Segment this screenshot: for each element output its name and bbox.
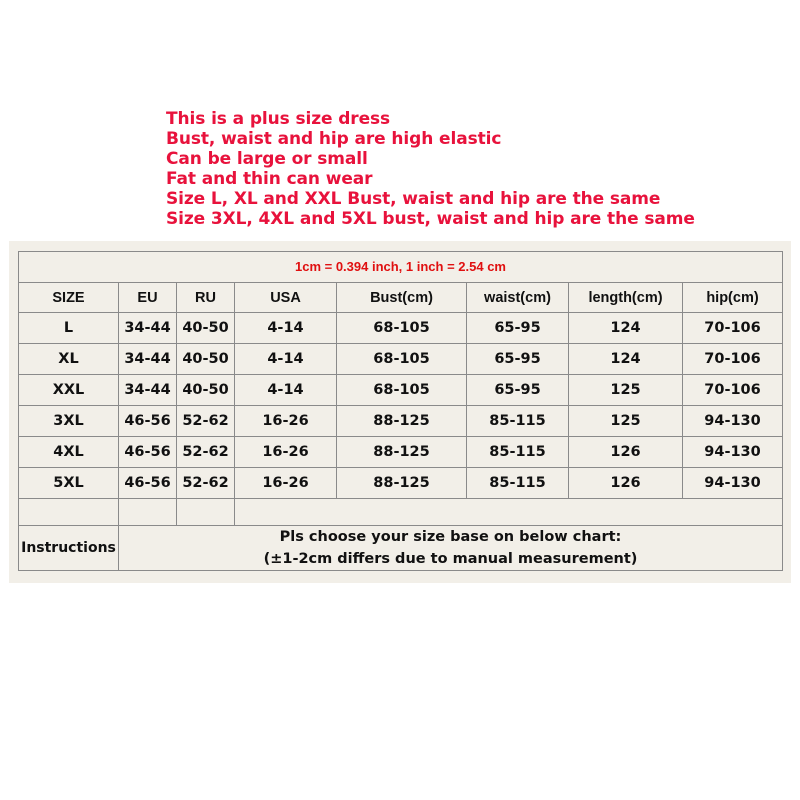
table-cell: 94-130 xyxy=(683,406,783,437)
table-cell: 124 xyxy=(569,344,683,375)
size-label-cell: 5XL xyxy=(19,468,119,499)
blank-cell xyxy=(177,499,235,526)
table-cell: 94-130 xyxy=(683,468,783,499)
header-cell-length: length(cm) xyxy=(569,283,683,313)
table-cell: 88-125 xyxy=(337,437,467,468)
table-cell: 16-26 xyxy=(235,468,337,499)
conversion-cell xyxy=(19,252,783,283)
conversion-text: 1cm = 0.394 inch, 1 inch = 2.54 cm xyxy=(294,259,506,274)
note-line: Bust, waist and hip are high elastic xyxy=(166,129,502,149)
table-cell: 94-130 xyxy=(683,437,783,468)
table-cell: 70-106 xyxy=(683,344,783,375)
table-cell: 4-14 xyxy=(235,313,337,344)
header-row xyxy=(19,283,783,313)
table-cell: 124 xyxy=(569,313,683,344)
table-cell: 65-95 xyxy=(467,375,569,406)
table-row xyxy=(19,437,783,468)
note-line: This is a plus size dress xyxy=(166,109,391,129)
table-cell: 16-26 xyxy=(235,437,337,468)
note-line: Size 3XL, 4XL and 5XL bust, waist and hip are the same xyxy=(166,209,695,229)
blank-cell xyxy=(19,499,119,526)
table-row xyxy=(19,468,783,499)
table-cell: 85-115 xyxy=(467,406,569,437)
table-cell: 85-115 xyxy=(467,437,569,468)
table-cell: 52-62 xyxy=(177,406,235,437)
header-cell-bust: Bust(cm) xyxy=(337,283,467,313)
instructions-line: (±1-2cm differs due to manual measurement) xyxy=(263,551,638,567)
table-cell: 46-56 xyxy=(119,437,177,468)
header-cell-size: SIZE xyxy=(19,283,119,313)
table-cell: 40-50 xyxy=(177,344,235,375)
size-label-cell: XL xyxy=(19,344,119,375)
table-cell: 34-44 xyxy=(119,375,177,406)
header-cell-ru: RU xyxy=(177,283,235,313)
blank-cell xyxy=(235,499,783,526)
table-cell: 65-95 xyxy=(467,344,569,375)
table-cell: 46-56 xyxy=(119,406,177,437)
table-row xyxy=(19,313,783,344)
table-cell: 125 xyxy=(569,375,683,406)
table-cell: 52-62 xyxy=(177,437,235,468)
table-cell: 70-106 xyxy=(683,313,783,344)
instructions-label: Instructions xyxy=(19,526,119,571)
table-cell: 126 xyxy=(569,437,683,468)
table-row xyxy=(19,375,783,406)
table-cell: 68-105 xyxy=(337,344,467,375)
size-label-cell: 4XL xyxy=(19,437,119,468)
table-cell: 85-115 xyxy=(467,468,569,499)
header-cell-hip: hip(cm) xyxy=(683,283,783,313)
table-cell: 34-44 xyxy=(119,344,177,375)
table-cell: 68-105 xyxy=(337,375,467,406)
table-cell: 40-50 xyxy=(177,313,235,344)
table-row xyxy=(19,406,783,437)
table-cell: 125 xyxy=(569,406,683,437)
blank-cell xyxy=(119,499,177,526)
header-cell-eu: EU xyxy=(119,283,177,313)
table-cell: 52-62 xyxy=(177,468,235,499)
conversion-row xyxy=(19,252,783,283)
size-label-cell: L xyxy=(19,313,119,344)
size-chart-table xyxy=(18,251,783,571)
blank-row xyxy=(19,499,783,526)
instructions-text xyxy=(119,526,783,571)
instructions-line: Pls choose your size base on below chart: xyxy=(279,529,622,545)
header-cell-waist: waist(cm) xyxy=(467,283,569,313)
table-cell: 46-56 xyxy=(119,468,177,499)
table-cell: 88-125 xyxy=(337,468,467,499)
table-row xyxy=(19,344,783,375)
table-cell: 4-14 xyxy=(235,375,337,406)
table-cell: 68-105 xyxy=(337,313,467,344)
size-label-cell: 3XL xyxy=(19,406,119,437)
table-cell: 16-26 xyxy=(235,406,337,437)
table-cell: 4-14 xyxy=(235,344,337,375)
table-cell: 34-44 xyxy=(119,313,177,344)
size-label-cell: XXL xyxy=(19,375,119,406)
note-line: Can be large or small xyxy=(166,149,368,169)
table-cell: 126 xyxy=(569,468,683,499)
note-line: Fat and thin can wear xyxy=(166,169,373,189)
table-cell: 88-125 xyxy=(337,406,467,437)
note-line: Size L, XL and XXL Bust, waist and hip are the same xyxy=(166,189,661,209)
instructions-row xyxy=(19,526,783,571)
table-cell: 70-106 xyxy=(683,375,783,406)
table-cell: 65-95 xyxy=(467,313,569,344)
header-cell-usa: USA xyxy=(235,283,337,313)
product-notes xyxy=(166,109,786,229)
table-cell: 40-50 xyxy=(177,375,235,406)
